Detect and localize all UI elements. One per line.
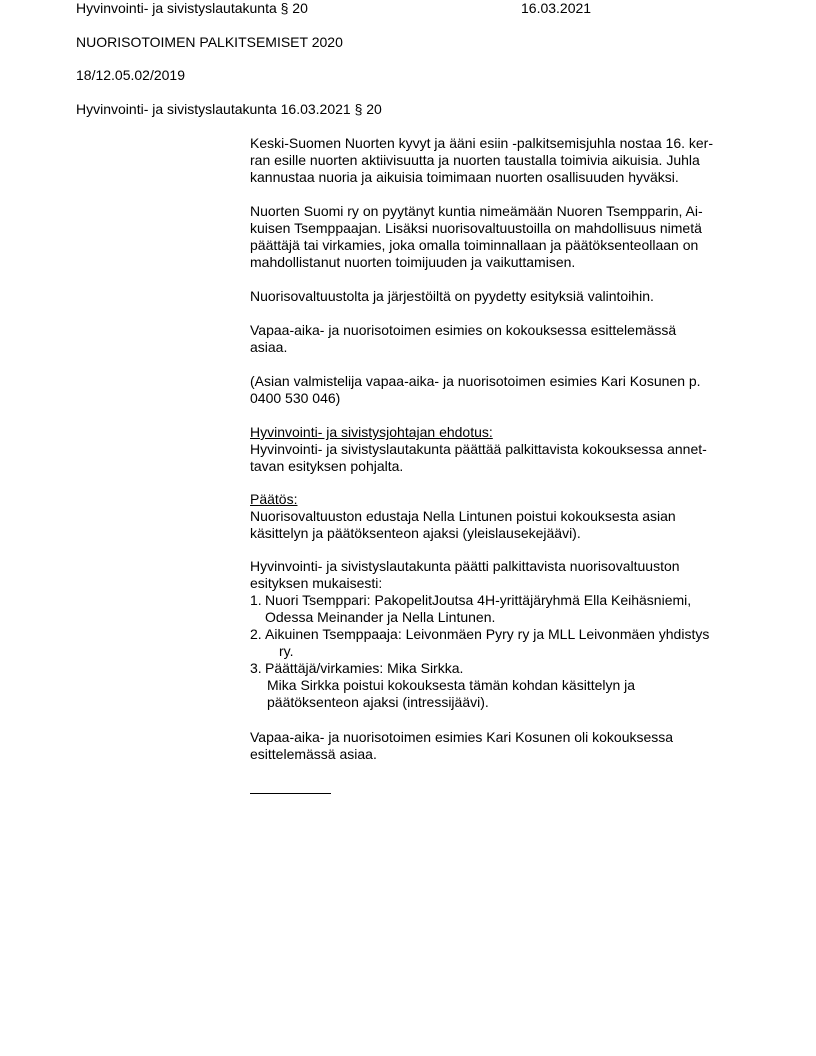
list-number: 2.: [250, 626, 262, 642]
text-line: kuisen Tsemppaajan. Lisäksi nuorisovaltuustoilla on mahdollisuus nimetä: [250, 220, 702, 236]
text-line: käsittelyn ja päätöksenteon ajaksi (yleislausekejäävi).: [250, 525, 581, 541]
meeting-line: Hyvinvointi- ja sivistyslautakunta 16.03.2021 § 20: [76, 101, 382, 117]
text-line: Keski-Suomen Nuorten kyvyt ja ääni esiin -palkitsemisjuhla nostaa 16. ker-: [250, 135, 713, 151]
text-line: Vapaa-aika- ja nuorisotoimen esimies Kari Kosunen oli kokouksessa: [250, 729, 674, 745]
list-item: [250, 660, 750, 677]
text-line: Hyvinvointi- ja sivistyslautakunta päätti palkittavista nuorisovaltuuston: [250, 558, 680, 574]
paragraph-3: [250, 288, 750, 305]
paragraph-5: [250, 373, 750, 407]
proposal-section: [250, 424, 750, 475]
list-number: 3.: [250, 660, 262, 676]
text-line: ran esille nuorten aktiivisuutta ja nuorten taustalla toimivia aikuisia. Juhla: [250, 152, 700, 168]
decision-heading: Päätös:: [250, 491, 298, 507]
list-item-text: Päättäjä/virkamies: Mika Sirkka.: [265, 660, 464, 676]
decision-section: [250, 491, 750, 542]
text-line: tavan esityksen pohjalta.: [250, 458, 404, 474]
header-board-section: Hyvinvointi- ja sivistyslautakunta § 20: [76, 0, 308, 16]
closing-paragraph: [250, 729, 750, 763]
list-item-continuation: päätöksenteon ajaksi (intressijäävi).: [267, 694, 489, 710]
paragraph-4: [250, 322, 750, 356]
list-number: 1.: [250, 592, 262, 608]
document-title: NUORISOTOIMEN PALKITSEMISET 2020: [76, 34, 343, 50]
list-item: [250, 592, 750, 609]
text-line: Nuorisovaltuustolta ja järjestöiltä on pyydetty esityksiä valintoihin.: [250, 288, 654, 304]
text-line: mahdollistanut nuorten toimijuuden ja vaikuttamisen.: [250, 254, 576, 270]
text-line: esityksen mukaisesti:: [250, 575, 383, 591]
text-line: (Asian valmistelija vapaa-aika- ja nuorisotoimen esimies Kari Kosunen p.: [250, 373, 701, 389]
text-line: Hyvinvointi- ja sivistyslautakunta päättää palkittavista kokouksessa annet-: [250, 441, 707, 457]
list-item-continuation: Mika Sirkka poistui kokouksesta tämän kohdan käsittelyn ja: [267, 677, 636, 693]
list-item-text: Nuori Tsemppari: PakopelitJoutsa 4H-yrittäjäryhmä Ella Keihäsniemi,: [265, 592, 692, 608]
text-line: 0400 530 046): [250, 390, 341, 406]
list-item-continuation: ry.: [279, 643, 294, 659]
text-line: asiaa.: [250, 339, 288, 355]
reference-number: 18/12.05.02/2019: [76, 67, 185, 83]
proposal-heading: Hyvinvointi- ja sivistysjohtajan ehdotus:: [250, 424, 493, 440]
text-line: esittelemässä asiaa.: [250, 746, 377, 762]
text-line: kannustaa nuoria ja aikuisia toimimaan nuorten osallisuuden hyväksi.: [250, 169, 679, 185]
text-line: päättäjä tai virkamies, joka omalla toiminnallaan ja päätöksenteollaan on: [250, 237, 699, 253]
list-item-text: Aikuinen Tsemppaaja: Leivonmäen Pyry ry ja MLL Leivonmäen yhdistys: [265, 626, 710, 642]
paragraph-2: [250, 203, 750, 271]
award-list: [250, 592, 750, 711]
list-item: [250, 626, 750, 643]
paragraph-1: [250, 135, 750, 186]
text-line: Nuorisovaltuuston edustaja Nella Lintunen poistui kokouksesta asian: [250, 508, 676, 524]
text-line: Nuorten Suomi ry on pyytänyt kuntia nimeämään Nuoren Tsempparin, Ai-: [250, 203, 703, 219]
header-date: 16.03.2021: [521, 0, 592, 16]
text-line: Vapaa-aika- ja nuorisotoimen esimies on kokouksessa esittelemässä: [250, 322, 677, 338]
section-end-rule: [250, 793, 331, 794]
list-item-continuation: Odessa Meinander ja Nella Lintunen.: [265, 609, 496, 625]
decision-intro: [250, 558, 750, 592]
